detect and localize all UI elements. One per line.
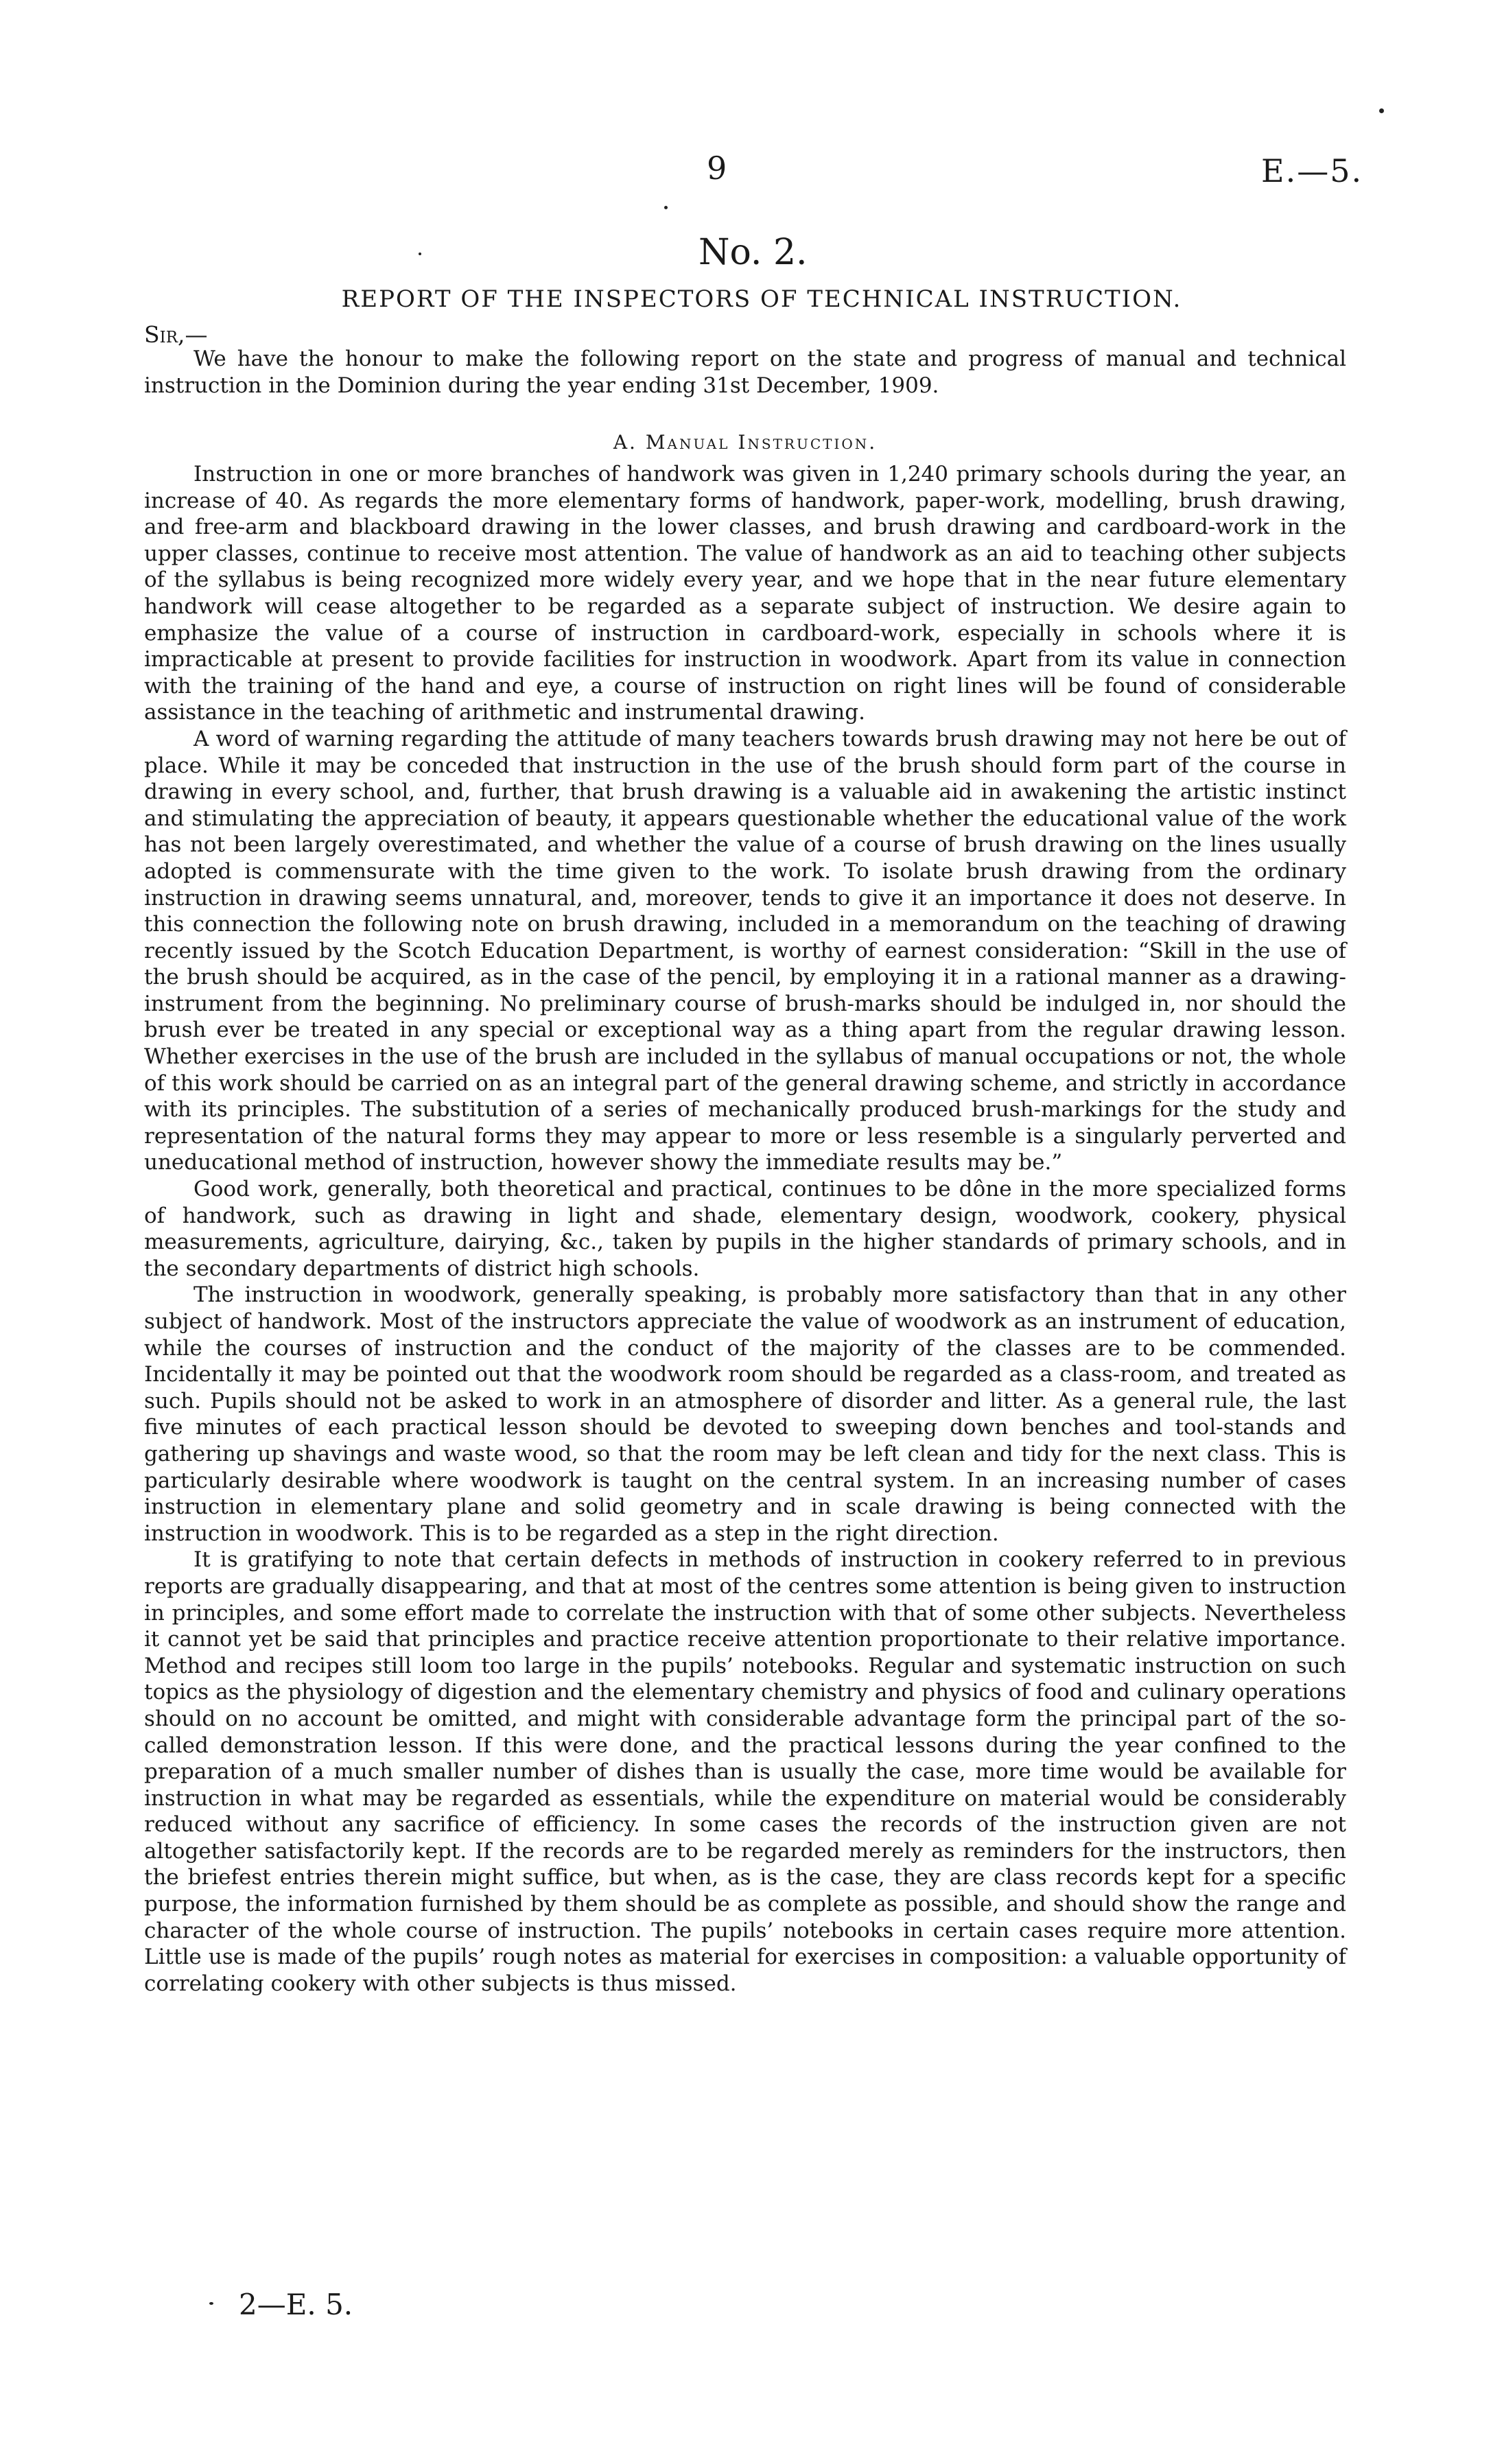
scan-speck <box>419 253 421 255</box>
page-number: 9 <box>707 150 727 187</box>
section-heading: A. Manual Instruction. <box>613 431 878 454</box>
paragraph: The instruction in woodwork, generally speaking, is probably more satisfactory than that in any other subject of handwork. Most of the instructors appreciate the value of woodwork as an instrument of education, while the courses of instruction and the conduct of the majority of the classes are to be commended. Incidentally it may be pointed out that the woodwork room should be regarded as a class-room, and treated as such. Pupils should not be asked to work in an atmosphere of disorder and litter. As a general rule, the last five minutes of each practical lesson should be devoted to sweeping down benches and tool-stands and gathering up shavings and waste wood, so that the room may be left clean and tidy for the next class. This is particularly desirable where woodwork is taught on the central system. In an increasing number of cases instruction in elementary plane and solid geometry and in scale drawing is being connected with the instruction in woodwork. This is to be regarded as a step in the right direction. <box>144 1282 1346 1546</box>
paragraph: Instruction in one or more branches of handwork was given in 1,240 primary schools during the year, an increase of 40. As regards the more elementary forms of handwork, paper-work, modelling, brush drawing, and free-arm and blackboard drawing in the lower classes, and brush drawing and cardboard-work in the upper classes, continue to receive most attention. The value of handwork as an aid to teaching other subjects of the syllabus is being recognized more widely every year, and we hope that in the near future elementary handwork will cease altogether to be regarded as a separate subject of instruction. We desire again to emphasize the value of a course of instruction in cardboard-work, especially in schools where it is impracticable at present to provide facilities for instruction in woodwork. Apart from its value in connection with the training of the hand and eye, a course of instruction on right lines will be found of considerable assistance in the teaching of arithmetic and instrumental drawing. <box>144 462 1346 725</box>
scan-speck <box>209 2302 213 2305</box>
paragraph: It is gratifying to note that certain defects in methods of instruction in cookery referred to in previous reports are gradually disappearing, and that at most of the centres some attention is being given to instruction in principles, and some effort made to correlate the instruction with that of some other subjects. Nevertheless it cannot yet be said that principles and practice receive attention proportionate to their relative importance. Method and recipes still loom too large in the pupils’ notebooks. Regular and systematic instruction on such topics as the physiology of digestion and the elementary chemistry and physics of food and culinary operations should on no account be omitted, and might with considerable advantage form the principal part of the so-called demonstration lesson. If this were done, and the practical lessons during the year confined to the preparation of a much smaller number of dishes than is usually the case, more time would be available for instruction in what may be regarded as essentials, while the expenditure on material would be considerably reduced without any sacrifice of efficiency. In some cases the records of the instruction given are not altogether satisfactorily kept. If the records are to be regarded merely as reminders for the instructors, then the briefest entries therein might suffice, but when, as is the case, they are class records kept for a specific purpose, the information furnished by them should be as complete as possible, and should show the range and character of the whole course of instruction. The pupils’ notebooks in certain cases require more attention. Little use is made of the pupils’ rough notes as material for exercises in composition: a valuable opportunity of correlating cookery with other subjects is thus missed. <box>144 1547 1346 1996</box>
intro-paragraph-block <box>144 346 1346 399</box>
body-text <box>144 461 1346 1997</box>
scan-speck <box>1379 108 1384 113</box>
intro-paragraph: We have the honour to make the following report on the state and progress of manual and technical instruction in the Dominion during the year ending 31st December, 1909. <box>144 347 1346 398</box>
salutation: Sir,— <box>144 321 208 348</box>
paragraph: Good work, generally, both theoretical and practical, continues to be dône in the more specialized forms of handwork, such as drawing in light and shade, elementary design, woodwork, cookery, physical measurements, agriculture, dairying, &c., taken by pupils in the higher standards of primary schools, and in the secondary departments of district high schools. <box>144 1177 1346 1281</box>
report-title: REPORT OF THE INSPECTORS OF TECHNICAL INSTRUCTION. <box>341 285 1182 313</box>
paragraph: A word of warning regarding the attitude of many teachers towards brush drawing may not here be out of place. While it may be conceded that instruction in the use of the brush should form part of the course in drawing in every school, and, further, that brush drawing is a valuable aid in awakening the artistic instinct and stimulating the appreciation of beauty, it appears questionable whether the educational value of the work has not been largely overestimated, and whether the value of a course of brush drawing on the lines usually adopted is commensurate with the time given to the work. To isolate brush drawing from the ordinary instruction in drawing seems unnatural, and, moreover, tends to give it an importance it does not deserve. In this connection the following note on brush drawing, included in a memorandum on the teaching of drawing recently issued by the Scotch Education Department, is worthy of earnest consideration: “Skill in the use of the brush should be acquired, as in the case of the pencil, by employing it in a rational manner as a drawing-instrument from the beginning. No preliminary course of brush-marks should be indulged in, nor should the brush ever be treated in any special or exceptional way as a thing apart from the regular drawing lesson. Whether exercises in the use of the brush are included in the syllabus of manual occupations or not, the whole of this work should be carried on as an integral part of the general drawing scheme, and strictly in accordance with its principles. The substitution of a series of mechanically produced brush-markings for the study and representation of the natural forms they may appear to more or less resemble is a singularly perverted and uneducational method of instruction, however showy the immediate results may be.” <box>144 726 1346 1175</box>
page-reference: E.—5. <box>1261 152 1363 189</box>
scan-speck <box>664 206 668 209</box>
sheet-signature: 2—E. 5. <box>239 2288 353 2321</box>
document-number: No. 2. <box>698 232 808 273</box>
